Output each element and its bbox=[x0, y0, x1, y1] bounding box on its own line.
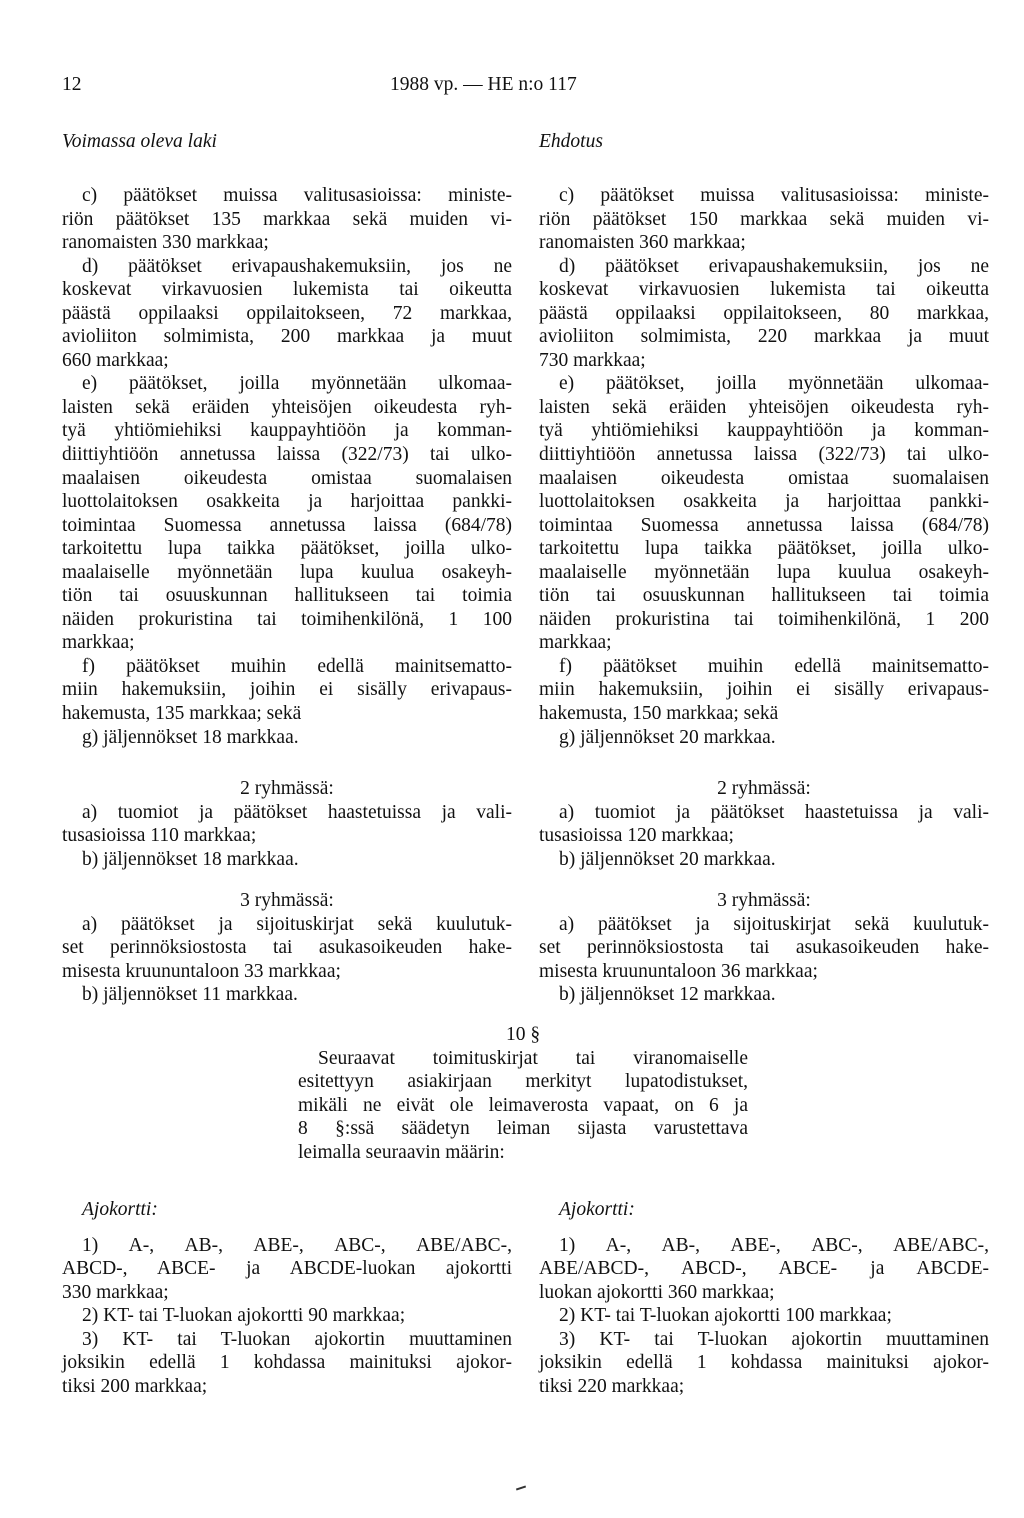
section-10 bbox=[298, 1023, 748, 1164]
text-line: ranomaisten 360 markkaa; bbox=[539, 232, 746, 254]
text-line: markkaa; bbox=[539, 632, 612, 654]
text-line: tiön tai osuuskunnan hallitukseen tai toimia bbox=[62, 585, 512, 607]
text-line: 330 markkaa; bbox=[62, 1281, 169, 1303]
text-line: d) päätökset erivapaushakemuksiin, jos ne bbox=[82, 255, 512, 277]
text-line: 1) A-, AB-, ABE-, ABC-, ABE/ABC-, bbox=[82, 1234, 512, 1256]
left-para-g bbox=[62, 726, 512, 750]
group3-heading: 3 ryhmässä: bbox=[240, 890, 334, 911]
text-line: tusasioissa 110 markkaa; bbox=[62, 825, 257, 847]
text-line: a) tuomiot ja päätökset haastetuissa ja vali- bbox=[559, 801, 989, 823]
text-line: e) päätökset, joilla myönnetään ulkomaa- bbox=[559, 373, 989, 395]
ajokortti-heading: Ajokortti: bbox=[559, 1199, 635, 1220]
text-line: laisten sekä eräiden yhteisöjen oikeudesta ryh- bbox=[62, 396, 512, 418]
text-line: f) päätökset muihin edellä mainitsematto- bbox=[559, 655, 989, 677]
text-line: luottolaitoksen osakkeita ja harjoittaa pankki- bbox=[539, 491, 989, 513]
left-para-c bbox=[62, 184, 512, 255]
text-line: laisten sekä eräiden yhteisöjen oikeudesta ryh- bbox=[539, 396, 989, 418]
text-line: toimintaa Suomessa annetussa laissa (684/78) bbox=[62, 514, 512, 536]
text-line: set perinnöksiostosta tai asukasoikeuden hake- bbox=[62, 937, 512, 959]
text-line: 3) KT- tai T-luokan ajokortin muuttaminen bbox=[82, 1328, 512, 1350]
text-line: d) päätökset erivapaushakemuksiin, jos ne bbox=[559, 255, 989, 277]
group2-heading: 2 ryhmässä: bbox=[240, 778, 334, 799]
text-line: tiön tai osuuskunnan hallitukseen tai toimia bbox=[539, 585, 989, 607]
page-number: 12 bbox=[62, 74, 82, 95]
text-line: g) jäljennökset 18 markkaa. bbox=[82, 726, 299, 748]
text-line: hakemusta, 150 markkaa; sekä bbox=[539, 703, 779, 725]
text-line: tyä yhtiömiehiksi kauppayhtiöön ja komman- bbox=[62, 420, 512, 442]
text-line: päästä oppilaaksi oppilaitokseen, 80 markkaa, bbox=[539, 302, 989, 324]
text-line: b) jäljennökset 20 markkaa. bbox=[559, 848, 776, 870]
text-line: diittiyhtiöön annetussa laissa (322/73) tai ulko- bbox=[539, 444, 989, 466]
right-para-e bbox=[539, 372, 989, 655]
text-line: joksikin edellä 1 kohdassa mainituksi ajokor- bbox=[62, 1352, 512, 1374]
text-line: maalaisen oikeudesta omistaa suomalaisen bbox=[539, 467, 989, 489]
text-line: 2) KT- tai T-luokan ajokortti 90 markkaa; bbox=[82, 1305, 406, 1327]
text-line: a) päätökset ja sijoituskirjat sekä kuulutuk- bbox=[82, 913, 512, 935]
text-line: g) jäljennökset 20 markkaa. bbox=[559, 726, 776, 748]
stray-mark bbox=[516, 1486, 526, 1491]
text-line: maalaiselle myönnetään lupa kuulua osakeyh- bbox=[539, 561, 989, 583]
text-line: maalaiselle myönnetään lupa kuulua osakeyh- bbox=[62, 561, 512, 583]
left-para-f bbox=[62, 655, 512, 726]
text-line: f) päätökset muihin edellä mainitsematto- bbox=[82, 655, 512, 677]
text-line: 3) KT- tai T-luokan ajokortin muuttaminen bbox=[559, 1328, 989, 1350]
text-line: ranomaisten 330 markkaa; bbox=[62, 232, 269, 254]
text-line: luottolaitoksen osakkeita ja harjoittaa pankki- bbox=[62, 491, 512, 513]
text-line: tusasioissa 120 markkaa; bbox=[539, 825, 734, 847]
text-line: näiden prokuristina tai toimihenkilönä, 1 100 bbox=[62, 608, 512, 630]
text-line: diittiyhtiöön annetussa laissa (322/73) tai ulko- bbox=[62, 444, 512, 466]
right-para-c bbox=[539, 184, 989, 255]
right-column-heading: Ehdotus bbox=[539, 131, 603, 152]
right-ajokortti bbox=[539, 1198, 989, 1398]
text-line: koskevat virkavuosien lukemista tai oikeutta bbox=[62, 279, 512, 301]
text-line: a) päätökset ja sijoituskirjat sekä kuulutuk- bbox=[559, 913, 989, 935]
left-group3 bbox=[62, 889, 512, 1007]
text-line: ABE/ABCD-, ABCD-, ABCE- ja ABCDE- bbox=[539, 1258, 989, 1280]
text-line: avioliiton solmimista, 220 markkaa ja muut bbox=[539, 326, 989, 348]
left-ajokortti bbox=[62, 1198, 512, 1398]
text-line: riön päätökset 150 markkaa sekä muiden vi- bbox=[539, 208, 989, 230]
left-column-text bbox=[62, 184, 512, 749]
text-line: a) tuomiot ja päätökset haastetuissa ja vali- bbox=[82, 801, 512, 823]
text-line: maalaisen oikeudesta omistaa suomalaisen bbox=[62, 467, 512, 489]
document-title: 1988 vp. — HE n:o 117 bbox=[390, 74, 577, 95]
ajokortti-heading: Ajokortti: bbox=[82, 1199, 158, 1220]
text-line: b) jäljennökset 12 markkaa. bbox=[559, 984, 776, 1006]
text-line: b) jäljennökset 11 markkaa. bbox=[82, 984, 298, 1006]
text-line: 730 markkaa; bbox=[539, 349, 646, 371]
right-group2 bbox=[539, 777, 989, 871]
text-line: markkaa; bbox=[62, 632, 135, 654]
right-group3 bbox=[539, 889, 989, 1007]
text-line: 660 markkaa; bbox=[62, 349, 169, 371]
text-line: koskevat virkavuosien lukemista tai oikeutta bbox=[539, 279, 989, 301]
text-line: 8 §:ssä säädetyn leiman sijasta varustettava bbox=[298, 1118, 748, 1140]
text-line: misesta kruununtaloon 33 markkaa; bbox=[62, 960, 341, 982]
left-para-d bbox=[62, 255, 512, 373]
text-line: toimintaa Suomessa annetussa laissa (684/78) bbox=[539, 514, 989, 536]
text-line: Seuraavat toimituskirjat tai viranomaiselle bbox=[318, 1047, 748, 1069]
text-line: päästä oppilaaksi oppilaitokseen, 72 markkaa, bbox=[62, 302, 512, 324]
text-line: b) jäljennökset 18 markkaa. bbox=[82, 848, 299, 870]
text-line: set perinnöksiostosta tai asukasoikeuden hake- bbox=[539, 937, 989, 959]
text-line: tarkoitettu lupa taikka päätökset, joilla ulko- bbox=[62, 538, 512, 560]
text-line: näiden prokuristina tai toimihenkilönä, 1 200 bbox=[539, 608, 989, 630]
text-line: 1) A-, AB-, ABE-, ABC-, ABE/ABC-, bbox=[559, 1234, 989, 1256]
text-line: c) päätökset muissa valitusasioissa: ministe- bbox=[82, 185, 512, 206]
text-line: e) päätökset, joilla myönnetään ulkomaa- bbox=[82, 373, 512, 395]
section-10-heading: 10 § bbox=[505, 1024, 541, 1045]
group3-heading: 3 ryhmässä: bbox=[717, 890, 811, 911]
text-line: esitettyyn asiakirjaan merkityt lupatodistukset, bbox=[298, 1071, 748, 1093]
left-para-e bbox=[62, 372, 512, 655]
left-group2 bbox=[62, 777, 512, 871]
text-line: miin hakemuksiin, joihin ei sisälly erivapaus- bbox=[62, 679, 512, 701]
text-line: luokan ajokortti 360 markkaa; bbox=[539, 1281, 775, 1303]
text-line: avioliiton solmimista, 200 markkaa ja muut bbox=[62, 326, 512, 348]
text-line: misesta kruununtaloon 36 markkaa; bbox=[539, 960, 818, 982]
text-line: mikäli ne eivät ole leimaverosta vapaat, on 6 ja bbox=[298, 1094, 748, 1116]
text-line: joksikin edellä 1 kohdassa mainituksi ajokor- bbox=[539, 1352, 989, 1374]
text-line: tarkoitettu lupa taikka päätökset, joilla ulko- bbox=[539, 538, 989, 560]
right-para-f bbox=[539, 655, 989, 726]
text-line: c) päätökset muissa valitusasioissa: ministe- bbox=[559, 185, 989, 206]
text-line: riön päätökset 135 markkaa sekä muiden vi- bbox=[62, 208, 512, 230]
text-line: hakemusta, 135 markkaa; sekä bbox=[62, 703, 302, 725]
left-column-heading: Voimassa oleva laki bbox=[62, 131, 217, 152]
group2-heading: 2 ryhmässä: bbox=[717, 778, 811, 799]
right-column-text bbox=[539, 184, 989, 749]
text-line: tiksi 200 markkaa; bbox=[62, 1375, 208, 1397]
text-line: miin hakemuksiin, joihin ei sisälly erivapaus- bbox=[539, 679, 989, 701]
text-line: 2) KT- tai T-luokan ajokortti 100 markkaa; bbox=[559, 1305, 892, 1327]
right-para-d bbox=[539, 255, 989, 373]
text-line: ABCD-, ABCE- ja ABCDE-luokan ajokortti bbox=[62, 1258, 512, 1280]
right-para-g bbox=[539, 726, 989, 750]
text-line: tyä yhtiömiehiksi kauppayhtiöön ja komman- bbox=[539, 420, 989, 442]
text-line: leimalla seuraavin määrin: bbox=[298, 1141, 505, 1163]
text-line: tiksi 220 markkaa; bbox=[539, 1375, 685, 1397]
